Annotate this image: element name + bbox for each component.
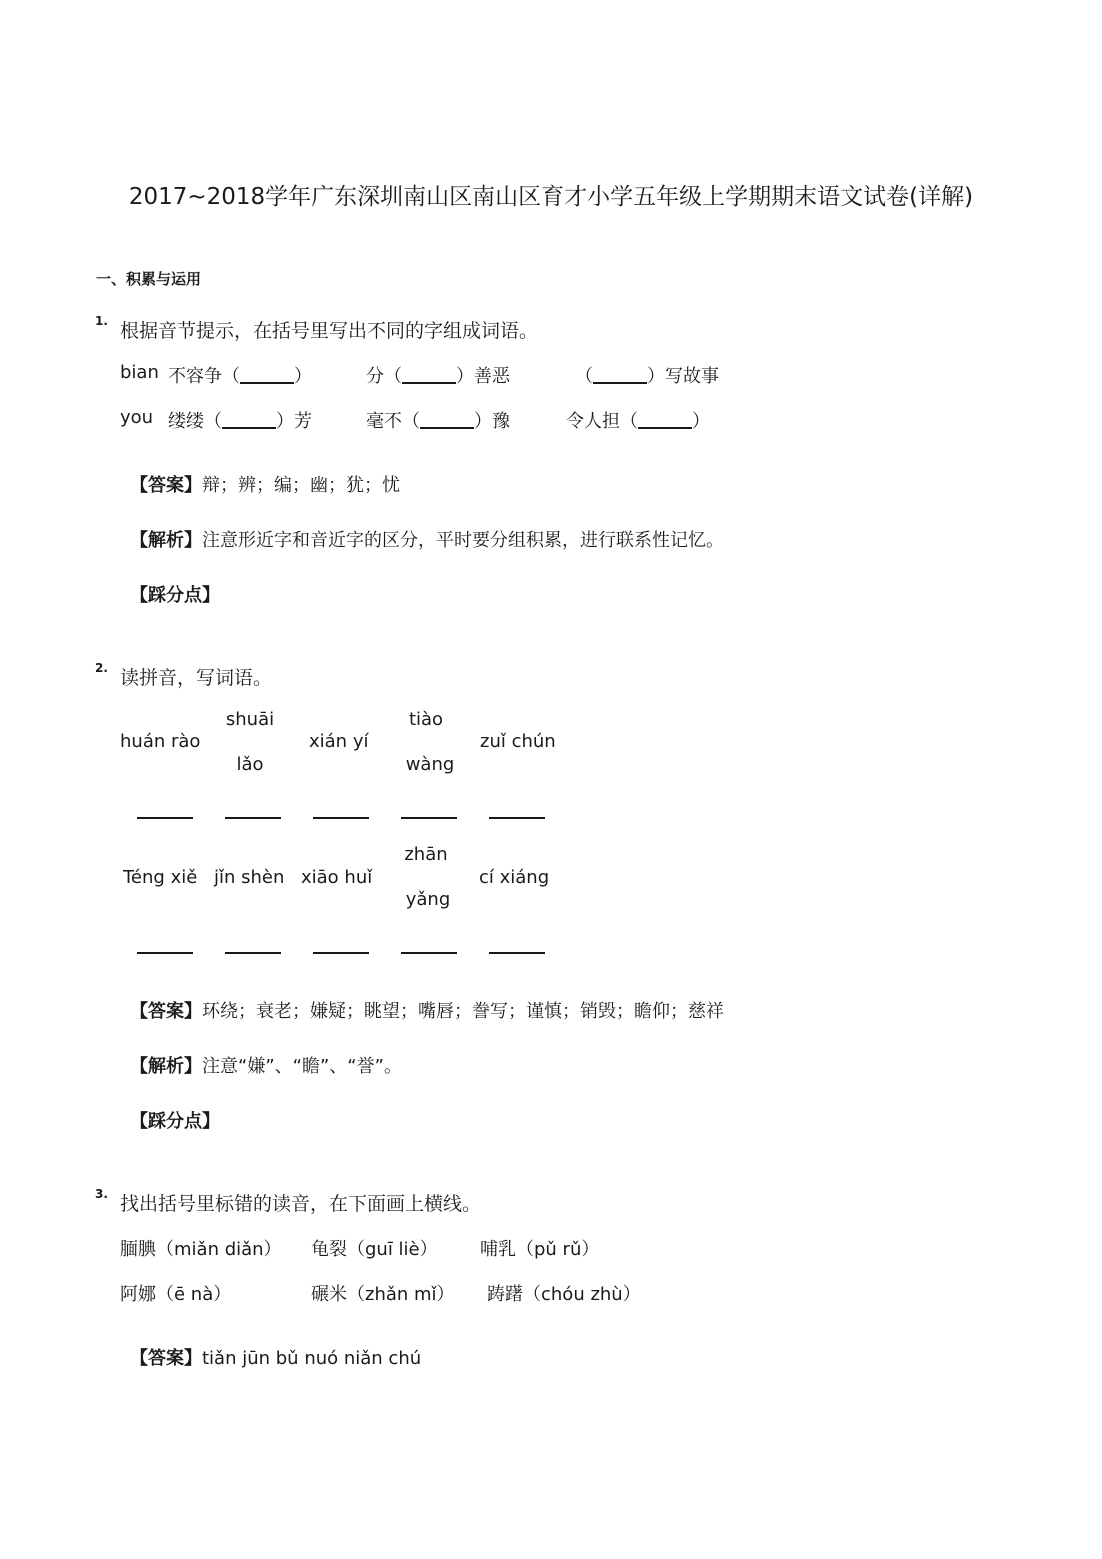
q1-row2-item-b [366,407,510,433]
answer-line [225,952,281,954]
analysis-label: 【解析】 [130,530,202,551]
answer-line [401,952,457,954]
reading-item: 碾米（zhǎn mǐ） [311,1284,455,1305]
q1-row2-item-a [168,407,312,433]
fill-blank [420,409,474,429]
answer-line [137,817,193,819]
fill-blank [638,409,692,429]
score-points-label: 【踩分点】 [130,1111,220,1132]
reading-item: 踌躇（chóu zhù） [487,1284,641,1305]
pinyin-item: xián yí [309,731,369,752]
answer-line [489,817,545,819]
text-before: （ [575,366,593,387]
analysis-block [130,1052,402,1078]
answer-line [137,952,193,954]
answer-text: 环绕；衰老；嫌疑；眺望；嘴唇；誊写；谨慎；销毁；瞻仰；慈祥 [202,1001,724,1022]
text-after: ） [692,411,710,432]
pinyin-item: xiāo huǐ [301,867,373,888]
answer-block [130,1344,421,1370]
fill-blank [222,409,276,429]
analysis-text: 注意“嫌”、“瞻”、“誉”。 [202,1056,402,1077]
answer-line [225,817,281,819]
text-after: ）豫 [474,411,510,432]
text-before: 令人担（ [566,411,638,432]
pinyin-item: lǎo [236,754,264,775]
pinyin-item: cí xiáng [479,867,550,888]
analysis-text: 注意形近字和音近字的区分，平时要分组积累，进行联系性记忆。 [202,530,724,551]
text-before: 不容争（ [168,366,240,387]
fill-blank [593,364,647,384]
text-after: ）写故事 [647,366,719,387]
pinyin-item: shuāi [225,709,275,730]
analysis-block [130,526,724,552]
answer-line [489,952,545,954]
question-number: 3. [95,1187,108,1201]
answer-text: tiǎn jūn bǔ nuó niǎn chú [202,1348,422,1369]
question-prompt: 找出括号里标错的读音，在下面画上横线。 [120,1193,482,1215]
fill-blank [240,364,294,384]
answer-line [401,817,457,819]
q1-row-1 [120,362,159,383]
q1-row2-item-c [566,407,710,433]
text-before: 缕缕（ [168,411,222,432]
question-number: 1. [95,314,108,328]
pinyin-item: huán rào [120,731,201,752]
reading-item: 腼腆（miǎn diǎn） [120,1239,282,1260]
question-number: 2. [95,661,108,675]
pinyin-item: tiào [408,709,444,730]
syllable-label: you [120,407,154,428]
page-title: 2017~2018学年广东深圳南山区南山区育才小学五年级上学期期末语文试卷(详解) [128,184,974,210]
q1-row1-item-a [168,362,312,388]
syllable-label: bian [120,362,159,383]
pinyin-item: yǎng [405,889,451,910]
question-prompt: 根据音节提示，在括号里写出不同的字组成词语。 [120,320,539,342]
section-header: 一、积累与运用 [96,270,202,288]
q1-row1-item-b [366,362,510,388]
answer-label: 【答案】 [130,475,202,496]
question-prompt: 读拼音，写词语。 [120,667,273,689]
analysis-label: 【解析】 [130,1056,202,1077]
pinyin-item: zuǐ chún [480,731,556,752]
answer-line [313,817,369,819]
text-after: ）芳 [276,411,312,432]
pinyin-item: jǐn shèn [214,867,285,888]
reading-item: 龟裂（guī liè） [311,1239,438,1260]
text-before: 毫不（ [366,411,420,432]
pinyin-item: wàng [405,754,455,775]
q1-row-2 [120,407,153,428]
text-before: 分（ [366,366,402,387]
fill-blank [402,364,456,384]
reading-item: 阿娜（ē nà） [120,1284,232,1305]
answer-block [130,471,400,497]
text-after: ）善恶 [456,366,510,387]
answer-label: 【答案】 [130,1001,202,1022]
answer-label: 【答案】 [130,1348,202,1369]
answer-block [130,997,724,1023]
text-after: ） [294,366,312,387]
reading-item: 哺乳（pǔ rǔ） [480,1239,600,1260]
answer-line [313,952,369,954]
q1-row1-item-c [575,362,719,388]
pinyin-item: zhān [404,844,448,865]
answer-text: 辩；辨；编；幽；犹；忧 [202,475,400,496]
score-points-label: 【踩分点】 [130,585,220,606]
pinyin-item: Téng xiě [123,867,198,888]
